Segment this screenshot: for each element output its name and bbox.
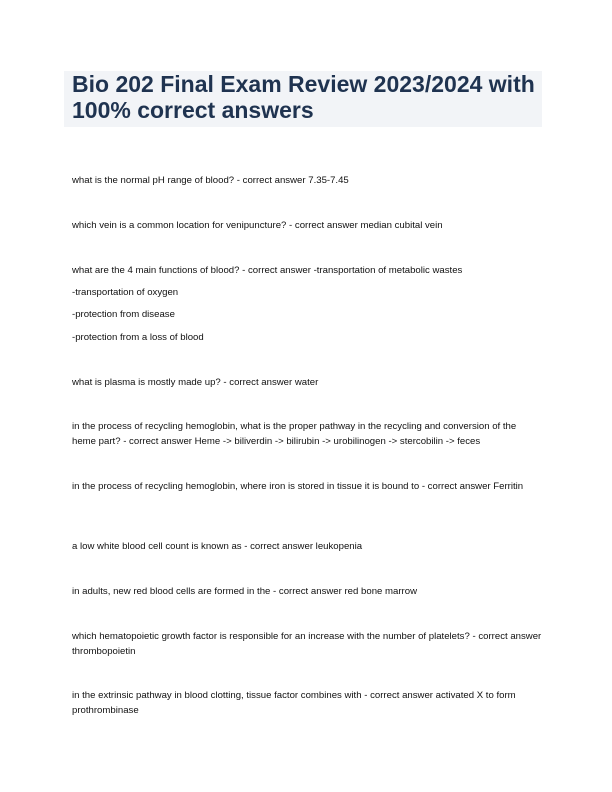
qa-item: in the process of recycling hemoglobin, what is the proper pathway in the recycling and conversion of the heme part? - correct answer Heme -> biliverdin -> bilirubin -> urobilinogen -> stercobilin -> feces [72, 421, 517, 447]
qa-item: in the process of recycling hemoglobin, where iron is stored in tissue it is bound to - correct answer Ferritin [72, 481, 524, 492]
qa-item: in the extrinsic pathway in blood clotting, tissue factor combines with - correct answer activated X to form prothrombinase [72, 690, 516, 716]
qa-item-continuation: -protection from disease [72, 309, 175, 320]
qa-item: what is the normal pH range of blood? - correct answer 7.35-7.45 [72, 175, 349, 186]
qa-item: which hematopoietic growth factor is responsible for an increase with the number of platelets? - correct answer thrombopoietin [72, 631, 542, 657]
qa-item: what is plasma is mostly made up? - correct answer water [72, 377, 319, 388]
qa-item: in adults, new red blood cells are formed in the - correct answer red bone marrow [72, 586, 418, 597]
qa-item: what are the 4 main functions of blood? - correct answer -transportation of metabolic wastes [72, 265, 463, 276]
page-title: Bio 202 Final Exam Review 2023/2024 with 100% correct answers [72, 71, 535, 123]
qa-item-continuation: -protection from a loss of blood [72, 332, 204, 343]
qa-item: a low white blood cell count is known as - correct answer leukopenia [72, 541, 363, 552]
qa-item-continuation: -transportation of oxygen [72, 287, 179, 298]
qa-item: which vein is a common location for venipuncture? - correct answer median cubital vein [72, 220, 443, 231]
